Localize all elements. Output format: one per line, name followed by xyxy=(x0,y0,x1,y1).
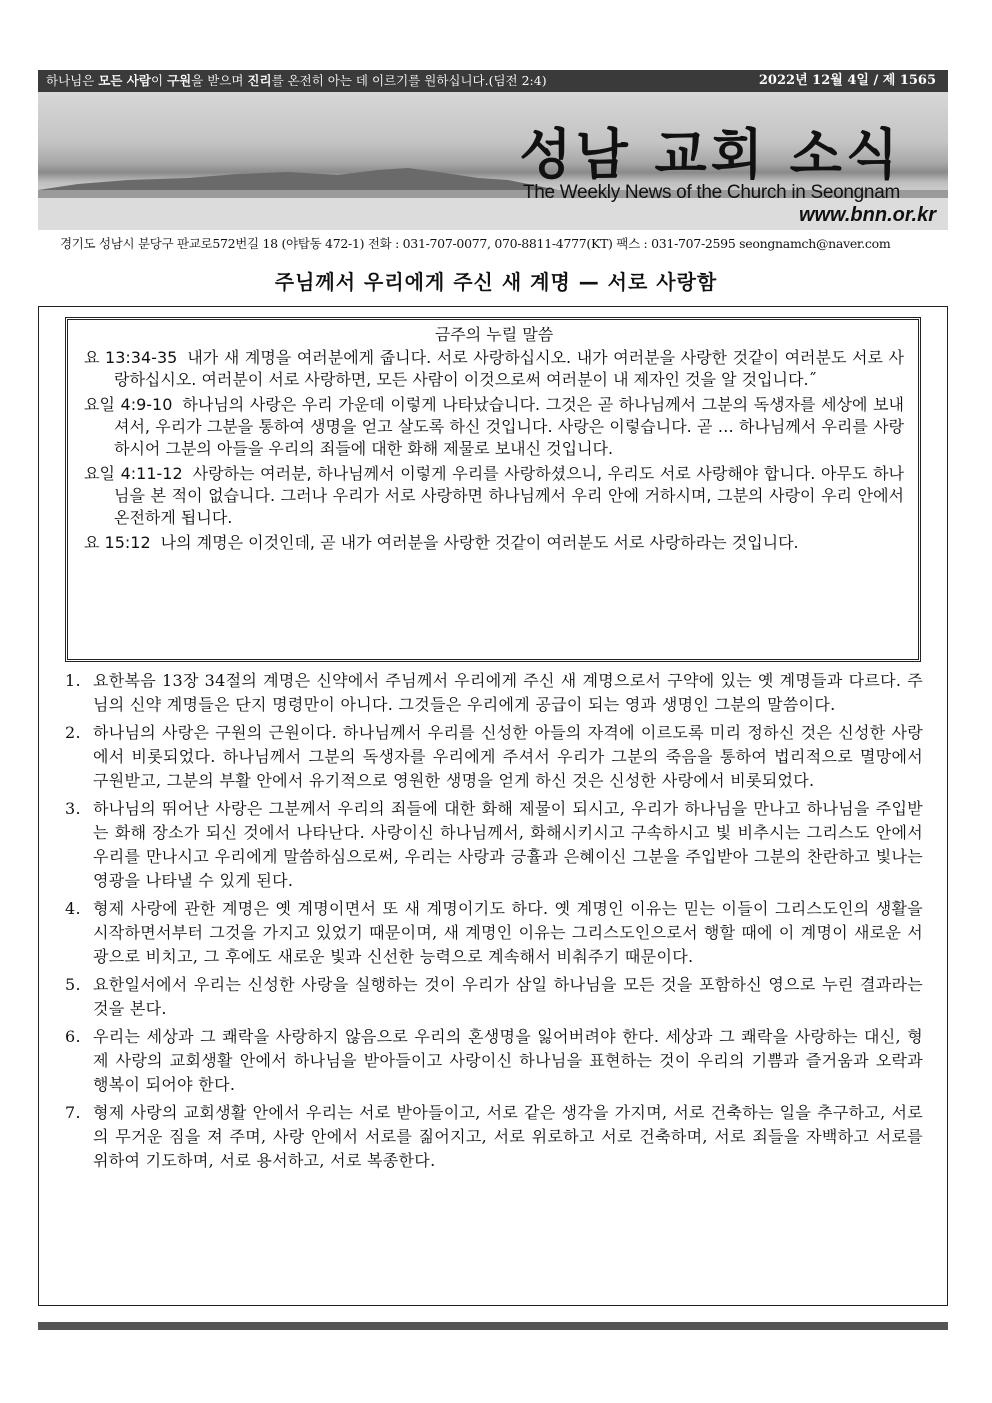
verse-box-title: 금주의 누릴 말씀 xyxy=(434,325,554,344)
item-number: 1. xyxy=(65,671,81,690)
item-number: 6. xyxy=(65,1027,81,1046)
item-text: 요한일서에서 우리는 신성한 사랑을 실행하는 것이 우리가 삼일 하나님을 모든 것을 포함하신 영으로 누린 결과라는 것을 본다. xyxy=(93,975,923,1018)
content-frame xyxy=(38,306,948,1306)
banner-verse-part: 를 온전히 아는 데 이르기를 원하십니다.(딤전 2:4) xyxy=(271,73,547,88)
verse-item xyxy=(84,394,904,460)
verse-item xyxy=(84,463,904,529)
item-number: 5. xyxy=(65,975,81,994)
list-item xyxy=(63,1101,923,1173)
banner-verse-part: 구원 xyxy=(167,73,192,88)
top-bar xyxy=(38,70,948,92)
banner-verse-part: 모든 사람 xyxy=(98,73,151,88)
item-text: 하나님의 뛰어난 사랑은 그분께서 우리의 죄들에 대한 화해 제물이 되시고, 우리가 하나님을 만나고 하나님을 주입받는 화해 장소가 되신 것에서 나타난다. 사랑이신 하나님께서, 화해시키시고 구속하시고 빛 비추시는 그리스도 안에서 우리를 만나시고 우리에게 말씀하심으로써, 우리는 사랑과 긍휼과 은혜이신 그분을 주입받아 그분의 찬란하고 빛나는 영광을 나타낼 수 있게 된다. xyxy=(93,799,923,890)
item-text: 형제 사랑에 관한 계명은 옛 계명이면서 또 새 계명이기도 하다. 옛 계명인 이유는 믿는 이들이 그리스도인의 생활을 시작하면서부터 그것을 가지고 있었기 때문이며, 새 계명인 이유는 그리스도인으로서 행할 때에 이 계명이 새로운 서광으로 비치고, 그 후에도 새로운 빛과 신선한 능력으로 계속해서 비춰주기 때문이다. xyxy=(93,899,923,966)
verse-item xyxy=(84,532,904,554)
verse-ref: 요일 4:11-12 xyxy=(84,464,183,483)
list-item xyxy=(63,669,923,717)
item-text: 우리는 세상과 그 쾌락을 사랑하지 않음으로 우리의 혼생명을 잃어버려야 한다. 세상과 그 쾌락을 사랑하는 대신, 형제 사랑의 교회생활 안에서 하나님을 받아들이고 사랑이신 하나님을 표현하는 것이 우리의 기쁨과 즐거움과 오락과 행복이 되어야 한다. xyxy=(93,1027,923,1094)
banner-verse-part: 이 xyxy=(150,73,167,88)
points-list xyxy=(63,669,923,1177)
list-item xyxy=(63,973,923,1021)
contact-address: 경기도 성남시 분당구 판교로572번길 18 (야탑동 472-1) 전화 : 031-707-0077, 070-8811-4777(KT) 팩스 : 031-707-2595 seongnamch@naver.com xyxy=(60,236,891,251)
verse-text: 내가 새 계명을 여러분에게 줍니다. 서로 사랑하십시오. 내가 여러분을 사랑한 것같이 여러분도 서로 사랑하십시오. 여러분이 서로 사랑하면, 모든 사람이 이것으로써 여러분이 내 제자인 것을 알 것입니다.˝ xyxy=(114,348,904,389)
item-text: 하나님의 사랑은 구원의 근원이다. 하나님께서 우리를 신성한 아들의 자격에 이르도록 미리 정하신 것은 신성한 사랑에서 비롯되었다. 하나님께서 그분의 독생자를 우리에게 주셔서 우리가 그분의 죽음을 통하여 법리적으로 멸망에서 구원받고, 그분의 부활 안에서 유기적으로 영원한 생명을 얻게 하신 것은 신성한 사랑에서 비롯되었다. xyxy=(93,723,923,790)
verse-text: 나의 계명은 이것인데, 곧 내가 여러분을 사랑한 것같이 여러분도 서로 사랑하라는 것입니다. xyxy=(160,533,799,552)
verse-box xyxy=(65,317,921,662)
verse-text: 사랑하는 여러분, 하나님께서 이렇게 우리를 사랑하셨으니, 우리도 서로 사랑해야 합니다. 아무도 하나님을 본 적이 없습니다. 그러나 우리가 서로 사랑하면 하나님께서 우리 안에 거하시며, 그분의 사랑이 우리 안에서 온전하게 됩니다. xyxy=(114,464,905,527)
list-item xyxy=(63,1025,923,1097)
newsletter-subtitle: The Weekly News of the Church in Seongnam xyxy=(522,182,900,203)
item-text: 요한복음 13장 34절의 계명은 신약에서 주님께서 우리에게 주신 새 계명으로서 구약에 있는 옛 계명들과 다르다. 주님의 신약 계명들은 단지 명령만이 아니다. 그것들은 우리에게 공급이 되는 영과 생명인 그분의 말씀이다. xyxy=(93,671,923,714)
footer-divider xyxy=(38,1322,948,1330)
verse-ref: 요 15:12 xyxy=(84,533,151,552)
item-number: 2. xyxy=(65,723,81,742)
verse-ref: 요 13:34-35 xyxy=(84,348,178,367)
newsletter-title: 성남 교회 소식 xyxy=(519,123,902,186)
verse-ref: 요일 4:9-10 xyxy=(84,395,173,414)
website-link[interactable]: www.bnn.or.kr xyxy=(798,204,936,226)
list-item xyxy=(63,721,923,793)
verse-text: 하나님의 사랑은 우리 가운데 이렇게 나타났습니다. 그것은 곧 하나님께서 그분의 독생자를 세상에 보내셔서, 우리가 그분을 통하여 생명을 얻고 살도록 하신 것입니다. 사랑은 이렇습니다. 곧 … 하나님께서 우리를 사랑하시어 그분의 아들을 우리의 죄들에 대한 화해 제물로 보내신 것입니다. xyxy=(114,395,904,458)
list-item xyxy=(63,897,923,969)
item-number: 3. xyxy=(65,799,81,818)
issue-date: 2022년 12월 4일 / 제 1565 xyxy=(758,73,936,88)
banner-verse-part: 진리 xyxy=(247,73,272,88)
banner-verse xyxy=(46,70,547,92)
verse-item xyxy=(84,347,904,391)
item-number: 7. xyxy=(65,1103,81,1122)
item-text: 형제 사랑의 교회생활 안에서 우리는 서로 받아들이고, 서로 같은 생각을 가지며, 서로 건축하는 일을 추구하고, 서로의 무거운 짐을 져 주며, 사랑 안에서 서로를 짊어지고, 서로 위로하고 서로 건축하며, 서로 죄들을 자백하고 서로를 위하여 기도하며, 서로 용서하고, 서로 복종한다. xyxy=(93,1103,923,1170)
list-item xyxy=(63,797,923,893)
item-number: 4. xyxy=(65,899,81,918)
banner-verse-part: 을 받으며 xyxy=(191,73,248,88)
banner-verse-part: 하나님은 xyxy=(46,73,99,88)
header-banner xyxy=(38,70,948,230)
page-headline: 주님께서 우리에게 주신 새 계명 — 서로 사랑함 xyxy=(274,270,718,294)
